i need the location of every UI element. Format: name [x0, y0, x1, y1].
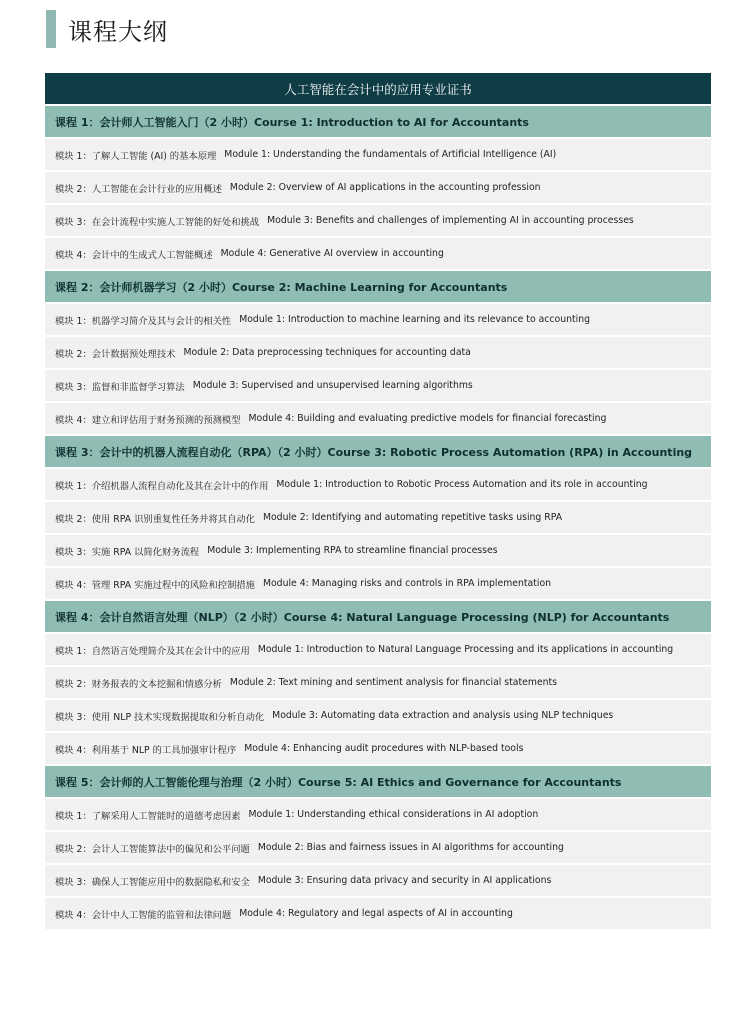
course-row: 课程 3：会计中的机器人流程自动化（RPA）（2 小时）Course 3: Robotic Process Automation (RPA) in Accounting — [45, 436, 711, 467]
module-title-cn: 模块 4：建立和评估用于财务预测的预测模型 — [55, 414, 241, 426]
course-row: 课程 1：会计师人工智能入门（2 小时）Course 1: Introduction to AI for Accountants — [45, 106, 711, 137]
module-row — [45, 502, 711, 533]
module-title-en: Module 3: Ensuring data privacy and security in AI applications — [257, 875, 552, 886]
module-row — [45, 733, 711, 764]
table-title: 人工智能在会计中的应用专业证书 — [45, 73, 711, 104]
module-row — [45, 568, 711, 599]
module-title-en: Module 3: Supervised and unsupervised learning algorithms — [192, 380, 473, 391]
course-list — [45, 106, 711, 929]
module-row — [45, 898, 711, 929]
module-title-cn: 模块 2：人工智能在会计行业的应用概述 — [55, 183, 222, 195]
module-row — [45, 535, 711, 566]
module-row — [45, 832, 711, 863]
module-title-en: Module 1: Introduction to machine learning and its relevance to accounting — [239, 314, 591, 325]
module-title-en: Module 2: Overview of AI applications in the accounting profession — [229, 182, 541, 193]
module-title-cn: 模块 4：会计中的生成式人工智能概述 — [55, 249, 213, 261]
module-title-cn: 模块 1：了解采用人工智能时的道德考虑因素 — [55, 810, 241, 822]
module-title-en: Module 2: Identifying and automating repetitive tasks using RPA — [262, 512, 563, 523]
module-title-en: Module 4: Regulatory and legal aspects of AI in accounting — [239, 908, 513, 919]
module-title-cn: 模块 4：利用基于 NLP 的工具加强审计程序 — [55, 744, 237, 756]
module-title-en: Module 2: Text mining and sentiment analysis for financial statements — [229, 677, 558, 688]
page-title-block — [46, 10, 168, 48]
module-title-cn: 模块 4：会计中人工智能的监管和法律问题 — [55, 909, 232, 921]
module-title-cn: 模块 1：自然语言处理简介及其在会计中的应用 — [55, 645, 250, 657]
module-title-cn: 模块 2：会计数据预处理技术 — [55, 348, 176, 360]
course-row: 课程 4：会计自然语言处理（NLP）（2 小时）Course 4: Natural Language Processing (NLP) for Accountants — [45, 601, 711, 632]
module-title-en: Module 4: Enhancing audit procedures with NLP-based tools — [244, 743, 524, 754]
module-title-en: Module 4: Managing risks and controls in RPA implementation — [262, 578, 552, 589]
module-title-cn: 模块 2：财务报表的文本挖掘和情感分析 — [55, 678, 222, 690]
module-title-en: Module 3: Benefits and challenges of implementing AI in accounting processes — [267, 215, 634, 226]
module-title-cn: 模块 3：在会计流程中实施人工智能的好处和挑战 — [55, 216, 260, 228]
module-row — [45, 337, 711, 368]
module-title-en: Module 1: Understanding ethical considerations in AI adoption — [248, 809, 539, 820]
module-row — [45, 667, 711, 698]
module-title-en: Module 3: Implementing RPA to streamline financial processes — [207, 545, 498, 556]
module-title-cn: 模块 1：了解人工智能 (AI) 的基本原理 — [55, 150, 217, 162]
module-title-en: Module 4: Generative AI overview in accounting — [220, 248, 444, 259]
module-title-cn: 模块 3：实施 RPA 以简化财务流程 — [55, 546, 200, 558]
module-title-en: Module 1: Understanding the fundamentals of Artificial Intelligence (AI) — [224, 149, 557, 160]
page-title: 课程大纲 — [68, 17, 168, 46]
module-title-en: Module 1: Introduction to Robotic Process Automation and its role in accounting — [276, 479, 648, 490]
module-row — [45, 139, 711, 170]
module-title-en: Module 3: Automating data extraction and analysis using NLP techniques — [272, 710, 614, 721]
curriculum-table — [45, 73, 711, 931]
title-accent-bar — [46, 10, 56, 48]
module-row — [45, 799, 711, 830]
module-title-en: Module 2: Bias and fairness issues in AI algorithms for accounting — [257, 842, 564, 853]
module-row — [45, 370, 711, 401]
course-row: 课程 2：会计师机器学习（2 小时）Course 2: Machine Learning for Accountants — [45, 271, 711, 302]
module-row — [45, 469, 711, 500]
module-title-cn: 模块 1：介绍机器人流程自动化及其在会计中的作用 — [55, 480, 269, 492]
module-title-cn: 模块 4：管理 RPA 实施过程中的风险和控制措施 — [55, 579, 255, 591]
course-row: 课程 5：会计师的人工智能伦理与治理（2 小时）Course 5: AI Ethics and Governance for Accountants — [45, 766, 711, 797]
module-title-cn: 模块 3：使用 NLP 技术实现数据提取和分析自动化 — [55, 711, 265, 723]
module-title-cn: 模块 3：确保人工智能应用中的数据隐私和安全 — [55, 876, 250, 888]
module-row — [45, 172, 711, 203]
module-title-en: Module 4: Building and evaluating predictive models for financial forecasting — [248, 413, 607, 424]
module-title-cn: 模块 2：会计人工智能算法中的偏见和公平问题 — [55, 843, 250, 855]
module-row — [45, 865, 711, 896]
module-row — [45, 205, 711, 236]
module-title-en: Module 1: Introduction to Natural Language Processing and its applications in accounting — [257, 644, 674, 655]
module-row — [45, 238, 711, 269]
module-title-en: Module 2: Data preprocessing techniques for accounting data — [183, 347, 471, 358]
module-row — [45, 403, 711, 434]
module-row — [45, 634, 711, 665]
module-title-cn: 模块 3：监督和非监督学习算法 — [55, 381, 185, 393]
module-title-cn: 模块 2：使用 RPA 识别重复性任务并将其自动化 — [55, 513, 255, 525]
module-row — [45, 304, 711, 335]
module-title-cn: 模块 1：机器学习简介及其与会计的相关性 — [55, 315, 232, 327]
module-row — [45, 700, 711, 731]
